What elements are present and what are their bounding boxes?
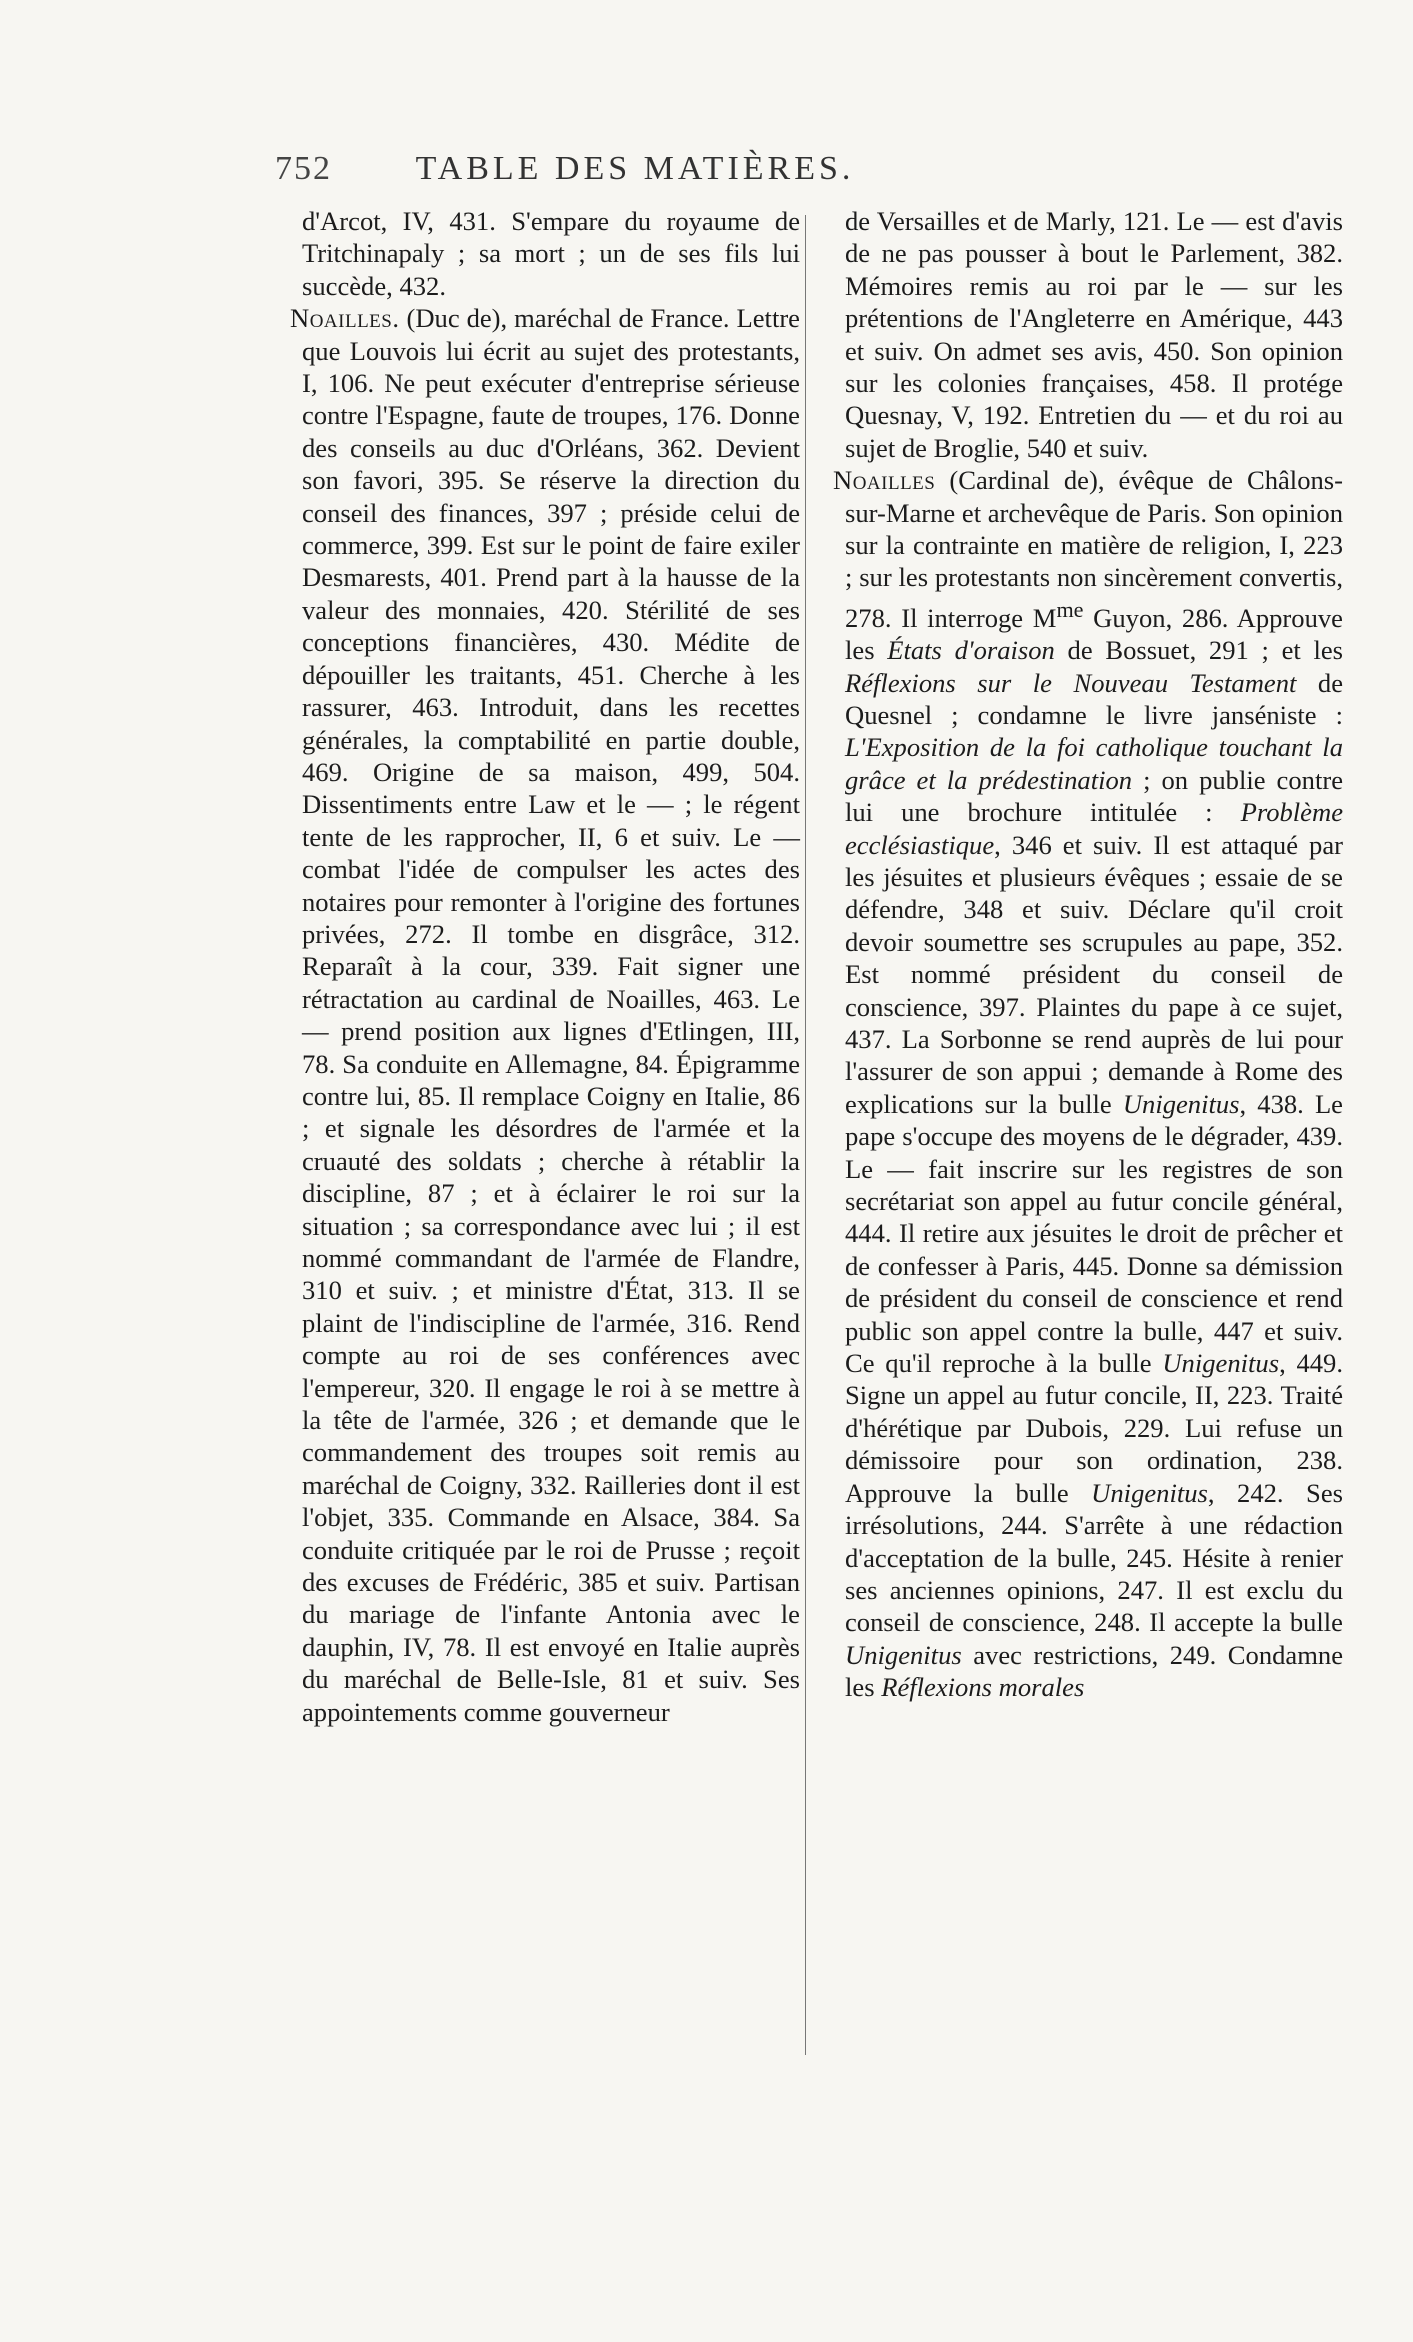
entry-text-10: avec restrictions, 249. Condamne les [845, 1639, 1343, 1703]
entry-headword: Noailles. [290, 303, 400, 334]
title-unigenitus: Unigenitus [1162, 1348, 1280, 1379]
title-reflexions-nt: Réflexions sur le Nouveau Testament [845, 667, 1297, 698]
index-entry-noailles-cardinal [833, 464, 1343, 1703]
entry-text-8: , 449. Signe un appel au futur concile, II, 223. Traité d'hérétique par Dubois, 229. Lui refuse un démissoire pour son ordination, 238. Approuve la bulle [845, 1348, 1343, 1508]
entry-headword: Noailles [833, 465, 936, 496]
entry-text-4: de Quesnel ; condamne le livre janséniste : [845, 667, 1343, 730]
entry-text-5: ; on publie contre lui une brochure intitulée : [845, 764, 1344, 828]
entry-text-3: de Bossuet, 291 ; et les [1054, 635, 1343, 666]
continuation-entry [290, 205, 800, 302]
title-reflexions-morales: Réflexions morales [881, 1672, 1085, 1703]
title-etats-oraison: États d'oraison [887, 635, 1055, 666]
entry-text-6: , 346 et suiv. Il est attaqué par les jésuites et plusieurs évêques ; essaie de se défendre, 348 et suiv. Déclare qu'il croit devoir soumettre ses scrupules au pape, 352. Est nommé président du conseil de conscience, 397. Plaintes du pape à ce sujet, 437. La Sorbonne se rend auprès de lui pour l'assurer de son appui ; demande à Rome des explications sur la bulle [845, 829, 1343, 1119]
title-unigenitus: Unigenitus [845, 1639, 962, 1670]
continuation-text: de Versailles et de Marly, 121. Le — est d'avis de ne pas pousser à bout le Parlement, 382. Mémoires remis au roi par le — sur les prétentions de l'Angleterre en Amérique, 443 et suiv. On admet ses avis, 450. Son opinion sur les colonies françaises, 458. Il protége Quesnay, V, 192. Entretien du — et du roi au sujet de Broglie, 540 et suiv. [845, 206, 1343, 463]
column-divider [805, 215, 806, 2055]
page-number: 752 [275, 150, 332, 187]
title-probleme: Problème ecclésiastique [845, 797, 1343, 860]
title-exposition: L'Exposition de la foi catholique touchant la grâce et la prédestination [845, 732, 1343, 795]
superscript-me: me [1056, 596, 1084, 622]
continuation-entry [833, 205, 1343, 464]
title-unigenitus: Unigenitus [1122, 1088, 1240, 1119]
continuation-text: d'Arcot, IV, 431. S'empare du royaume de Tritchinapaly ; sa mort ; un de ses fils lui succède, 432. [302, 206, 800, 301]
title-unigenitus: Unigenitus [1091, 1477, 1208, 1508]
right-column [833, 205, 1343, 1704]
header-title: TABLE DES MATIÈRES. [415, 150, 855, 187]
entry-text-9: , 242. Ses irrésolutions, 244. S'arrête à une rédaction d'acceptation de la bulle, 245. Hésite à renier ses anciennes opinions, 247. Il est exclu du conseil de conscience, 248. Il accepte la bulle [845, 1477, 1343, 1638]
entry-text: (Duc de), maréchal de France. Lettre que Louvois lui écrit au sujet des protestants, I, 106. Ne peut exécuter d'entreprise sérieuse contre l'Espagne, faute de troupes, 176. Donne des conseils au duc d'Orléans, 362. Devient son favori, 395. Se réserve la direction du conseil des finances, 397 ; préside celui de commerce, 399. Est sur le point de faire exiler Desmarests, 401. Prend part à la hausse de la valeur des monnaies, 420. Stérilité de ses conceptions financières, 430. Médite de dépouiller les traitants, 451. Cherche à les rassurer, 463. Introduit, dans les recettes générales, la comptabilité en partie double, 469. Origine de sa maison, 499, 504. Dissentiments entre Law et le — ; le régent tente de les rapprocher, II, 6 et suiv. Le — combat l'idée de compulser les actes des notaires pour remonter à l'origine des fortunes privées, 272. Il tombe en disgrâce, 312. Reparaît à la cour, 339. Fait signer une rétractation au cardinal de Noailles, 463. Le — prend position aux lignes d'Etlingen, III, 78. Sa conduite en Allemagne, 84. Épigramme contre lui, 85. Il remplace Coigny en Italie, 86 ; et signale les désordres de l'armée et la cruauté des soldats ; cherche à rétablir la discipline, 87 ; et à éclairer le roi sur la situation ; sa correspondance avec lui ; il est nommé commandant de l'armée de Flandre, 310 et suiv. ; et ministre d'État, 313. Il se plaint de l'indiscipline de l'armée, 316. Rend compte au roi de ses conférences avec l'empereur, 320. Il engage le roi à se mettre à la tête de l'armée, 326 ; et demande que le commandement des troupes soit remis au maréchal de Coigny, 332. Railleries dont il est l'objet, 335. Commande en Alsace, 384. Sa conduite critiquée par le roi de Prusse ; reçoit des excuses de Frédéric, 385 et suiv. Partisan du mariage de l'infante Antonia avec le dauphin, IV, 78. Il est envoyé en Italie auprès du maréchal de Belle-Isle, 81 et suiv. Ses appointements comme gouverneur [302, 303, 800, 1727]
entry-text-1: (Cardinal de), évêque de Châlons-sur-Marne et archevêque de Paris. Son opinion sur la contrainte en matière de religion, I, 223 ; sur les protestants non sincèrement convertis, 278. Il interroge M [845, 465, 1343, 633]
entry-text-2: Guyon, 286. Approuve les [845, 602, 1343, 666]
entry-text-7: , 438. Le pape s'occupe des moyens de le dégrader, 439. Le — fait inscrire sur les registres de son secrétariat son appel au futur concile général, 444. Il retire aux jésuites le droit de prêcher et de confesser à Paris, 445. Donne sa démission de président du conseil de conscience et rend public son appel contre la bulle, 447 et suiv. Ce qu'il reproche à la bulle [845, 1088, 1343, 1379]
left-column [290, 205, 800, 1728]
index-entry-noailles-duc [290, 302, 800, 1728]
running-head [275, 150, 995, 190]
